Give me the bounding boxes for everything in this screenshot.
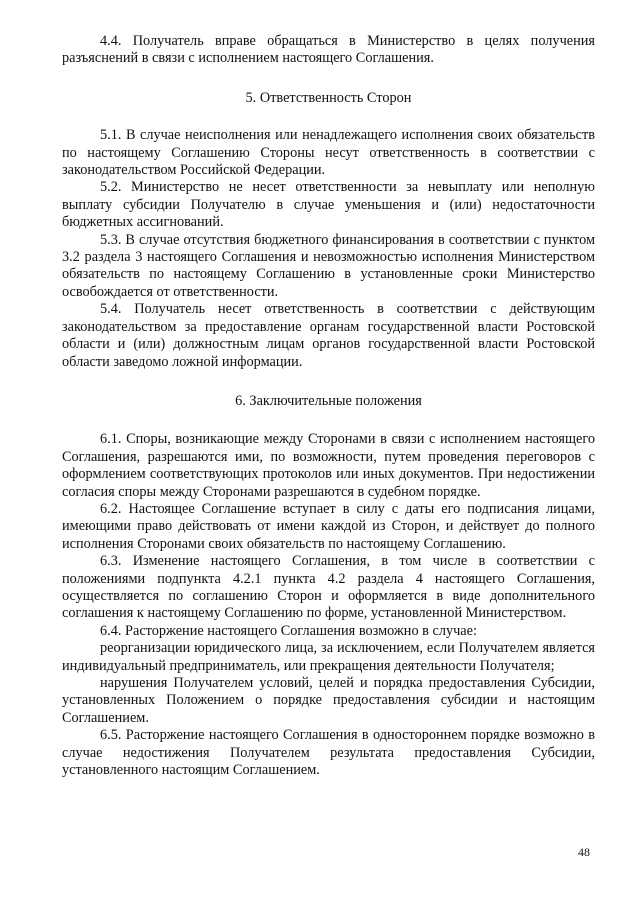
paragraph-5-4: 5.4. Получатель несет ответственность в соответствии с действующим законодательством за предоставление органам государственной власти Ростовской области и (или) должностным лицам органов государственной власти Ростовской области заведомо ложной информации. — [62, 301, 595, 370]
paragraph-4-4: 4.4. Получатель вправе обращаться в Министерство в целях получения разъяснений в связи с исполнением настоящего Соглашения. — [62, 33, 595, 67]
section-5-title: 5. Ответственность Сторон — [245, 89, 412, 106]
section-6-title: 6. Заключительные положения — [235, 392, 422, 409]
document-body — [62, 33, 595, 779]
paragraph-5-3: 5.3. В случае отсутствия бюджетного финансирования в соответствии с пунктом 3.2 раздела 3 настоящего Соглашения и невозможностью исполнения Министерством обязательств по настоящему Соглашению в установленные сроки Министерство освобождается от ответственности. — [62, 231, 595, 300]
paragraph-5-2: 5.2. Министерство не несет ответственности за невыплату или неполную выплату субсидии Получателю в случае уменьшения и (или) недостаточности бюджетных ассигнований. — [62, 179, 595, 231]
paragraph-6-5: 6.5. Расторжение настоящего Соглашения в одностороннем порядке возможно в случае недостижения Получателем результата предоставления Субсидии, установленного настоящим Соглашением. — [62, 727, 595, 779]
paragraph-6-2: 6.2. Настоящее Соглашение вступает в силу с даты его подписания лицами, имеющими право действовать от имени каждой из Сторон, и действует до полного исполнения Сторонами своих обязательств по настоящему Соглашению. — [62, 500, 595, 552]
page-number: 48 — [578, 845, 590, 859]
paragraph-5-1: 5.1. В случае неисполнения или ненадлежащего исполнения своих обязательств по настоящему Соглашению Стороны несут ответственность в соответствии с законодательством Российской Федерации. — [62, 127, 595, 179]
paragraph-6-3: 6.3. Изменение настоящего Соглашения, в том числе в соответствии с положениями подпункта 4.2.1 пункта 4.2 раздела 4 настоящего Соглашения, осуществляется по соглашению Сторон и оформляется в виде дополнительного соглашения к настоящему Соглашению по форме, установленной Министерством. — [62, 553, 595, 622]
paragraph-6-4-item-2: нарушения Получателем условий, целей и порядка предоставления Субсидии, установленных Положением о порядке предоставления субсидии и настоящим Соглашением. — [62, 675, 595, 726]
paragraph-6-1: 6.1. Споры, возникающие между Сторонами в связи с исполнением настоящего Соглашения, разрешаются ими, по возможности, путем проведения переговоров с оформлением соответствующих протоколов или иных документов. При недостижении согласия споры между Сторонами разрешаются в судебном порядке. — [62, 431, 595, 500]
paragraph-6-4-item-1: реорганизации юридического лица, за исключением, если Получателем является индивидуальный предприниматель, или прекращения деятельности Получателя; — [62, 640, 595, 674]
paragraph-6-4: 6.4. Расторжение настоящего Соглашения возможно в случае: — [100, 622, 477, 639]
